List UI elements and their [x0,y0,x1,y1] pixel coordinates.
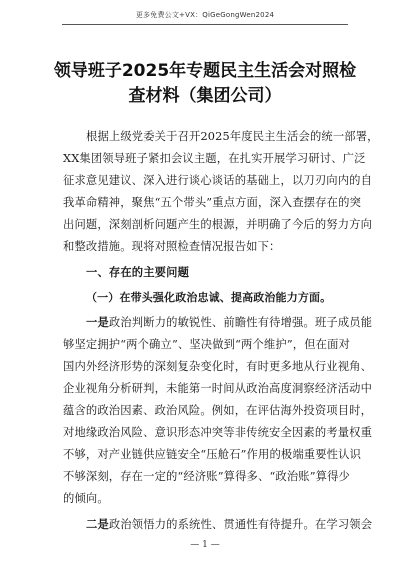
document-title-line-1: 领导班子2025年专题民主生活会对照检 [53,61,357,81]
subsection-heading: （一）在带头强化政治忠诚、提高政治能力方面。 [86,291,332,304]
paragraph-1-line: 我革命精神，聚焦“五个带头”重点方面，深入查摆存在的突 [63,196,362,209]
paragraph-3-lead: 二是 [86,518,109,531]
paragraph-2-line: 政治判断力的敏锐性、前瞻性有待增强。班子成员能 [108,316,373,329]
paragraph-2-line: 够坚定拥护“两个确立”、坚决做到“两个维护”，但在面对 [63,338,350,351]
paragraph-2-line: 的倾向。 [63,492,109,505]
paragraph-2-first-line [86,312,373,334]
section-heading: 一、存在的主要问题 [86,266,190,279]
paragraph-2-line: 企业视角分析研判，未能第一时间从政治高度洞察经济活动中 [63,382,373,395]
paragraph-2-line: 不够深刻，存在一定的“经济账”算得多、“政治账”算得少 [63,470,350,483]
paragraph-2-line: 对地缘政治风险、意识形态冲突等非传统安全因素的考量权重 [63,426,373,439]
paragraph-2-lead: 一是 [86,316,109,329]
header-divider [62,24,348,25]
paragraph-2-line: 蕴含的政治因素、政治风险。例如，在评估海外投资项目时， [63,404,373,417]
paragraph-2-line: 国内外经济形势的深刻复杂变化时，有时更多地从行业视角、 [63,360,373,373]
paragraph-1-line: 出问题，深刻剖析问题产生的根源，并明确了今后的努力方向 [63,218,373,231]
header-note: 更多免费公文+VX：QiGeGongWen2024 [135,11,275,19]
paragraph-3-first-line [86,514,373,536]
page-number: — 1 — [190,540,220,550]
paragraph-1-line: 和整改措施。现将对照检查情况报告如下： [63,240,281,253]
paragraph-3-line: 政治领悟力的系统性、贯通性有待提升。在学习领会 [108,518,373,531]
paragraph-1-line: XX集团领导班子紧扣会议主题，在扎实开展学习研讨、广泛 [63,152,366,165]
paragraph-2-line: 不够，对产业链供应链安全“压舱石”作用的极端重要性认识 [63,448,362,461]
paragraph-1-line: 根据上级党委关于召开2025年度民主生活会的统一部署， [86,130,379,143]
paragraph-1-line: 征求意见建议、深入进行谈心谈话的基础上，以刀刃向内的自 [63,174,373,187]
document-title-line-2: 查材料（集团公司） [128,86,282,106]
